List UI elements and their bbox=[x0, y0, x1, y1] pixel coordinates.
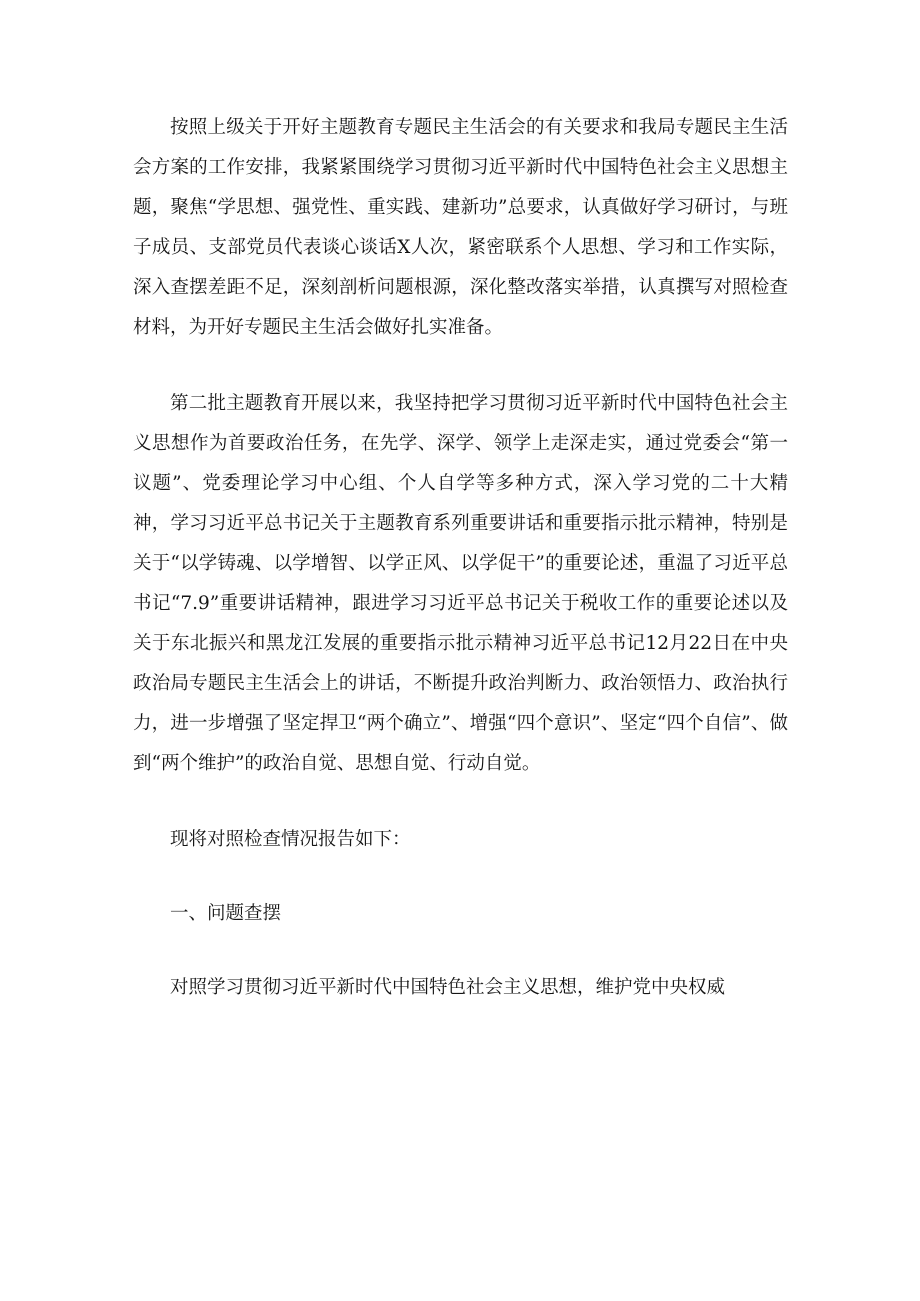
section-paragraph: 对照学习贯彻习近平新时代中国特色社会主义思想，维护党中央权威 bbox=[170, 977, 726, 998]
report-intro-paragraph: 现将对照检查情况报告如下： bbox=[170, 829, 411, 850]
study-paragraph: 第二批主题教育开展以来，我坚持把学习贯彻习近平新时代中国特色社会主义思想作为首要政治任务，在先学、深学、领学上走深走实，通过党委会“第一议题”、党委理论学习中心组、个人自学等多种方式，深入学习党的二十大精神，学习习近平总书记关于主题教育系列重要讲话和重要指示批示精神，特别是关于“以学铸魂、以学增智、以学正风、以学促干”的重要论述，重温了习近平总书记“7.9”重要讲话精神，跟进学习习近平总书记关于税收工作的重要论述以及关于东北振兴和黑龙江发展的重要指示批示精神习近平总书记12月22日在中央政治局专题民主生活会上的讲话，不断提升政治判断力、政治领悟力、政治执行力，进一步增强了坚定捍卫“两个确立”、增强“四个意识”、坚定“四个自信”、做到“两个维护”的政治自觉、思想自觉、行动自觉。 bbox=[133, 393, 788, 774]
document-body bbox=[133, 108, 788, 1008]
intro-paragraph: 按照上级关于开好主题教育专题民主生活会的有关要求和我局专题民主生活会方案的工作安排，我紧紧围绕学习贯彻习近平新时代中国特色社会主义思想主题，聚焦“学思想、强党性、重实践、建新功”总要求，认真做好学习研讨，与班子成员、支部党员代表谈心谈话X人次，紧密联系个人思想、学习和工作实际，深入查摆差距不足，深刻剖析问题根源，深化整改落实举措，认真撰写对照检查材料，为开好专题民主生活会做好扎实准备。 bbox=[133, 117, 788, 338]
section-heading: 一、问题查摆 bbox=[170, 903, 282, 924]
